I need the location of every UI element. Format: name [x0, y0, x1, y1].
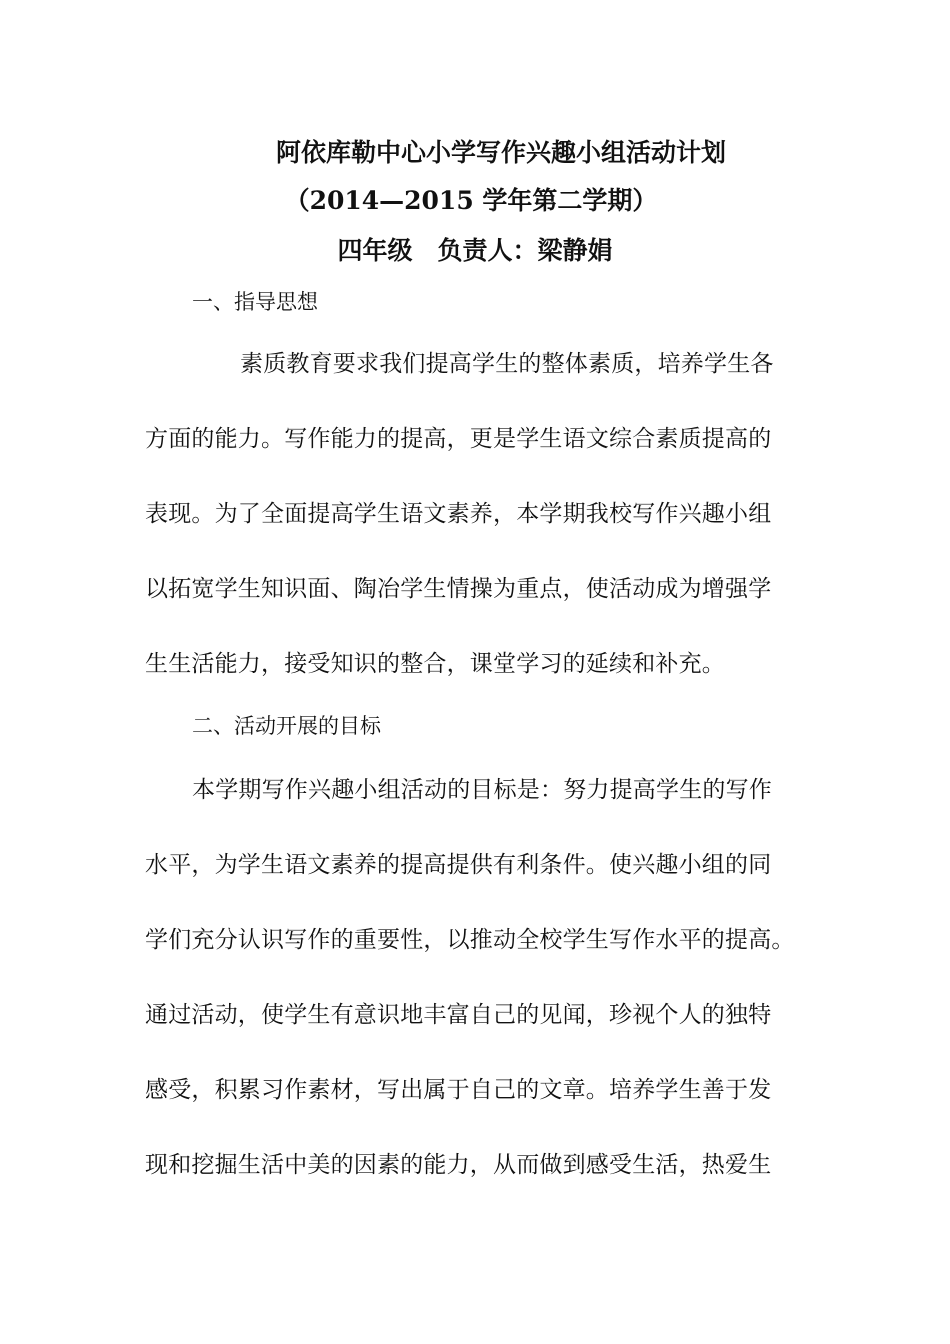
- paragraph-line: 表现。为了全面提高学生语文素养，本学期我校写作兴趣小组: [145, 501, 772, 527]
- paragraph-line: 学们充分认识写作的重要性，以推动全校学生写作水平的提高。: [145, 927, 795, 953]
- paragraph-line: 水平，为学生语文素养的提高提供有利条件。使兴趣小组的同: [145, 852, 772, 878]
- paragraph-line: 感受，积累习作素材，写出属于自己的文章。培养学生善于发: [145, 1077, 772, 1103]
- paragraph-line: 通过活动，使学生有意识地丰富自己的见闻，珍视个人的独特: [145, 1002, 772, 1028]
- section-heading-guiding-ideology: 一、指导思想: [192, 290, 318, 314]
- paragraph-line: 本学期写作兴趣小组活动的目标是：努力提高学生的写作: [192, 777, 772, 803]
- paragraph-line: 素质教育要求我们提高学生的整体素质，培养学生各: [240, 351, 774, 377]
- section-heading-activity-goals: 二、活动开展的目标: [192, 714, 381, 738]
- paragraph-line: 现和挖掘生活中美的因素的能力，从而做到感受生活，热爱生: [145, 1152, 772, 1178]
- paragraph-line: 以拓宽学生知识面、陶冶学生情操为重点，使活动成为增强学: [145, 576, 772, 602]
- document-title: 阿依库勒中心小学写作兴趣小组活动计划: [275, 138, 726, 167]
- document-grade-owner: 四年级 负责人：梁静娟: [337, 236, 613, 265]
- paragraph-line: 生生活能力，接受知识的整合，课堂学习的延续和补充。: [145, 651, 725, 677]
- paragraph-line: 方面的能力。写作能力的提高，更是学生语文综合素质提高的: [145, 426, 772, 452]
- document-term: （2014—2015 学年第二学期）: [284, 186, 658, 215]
